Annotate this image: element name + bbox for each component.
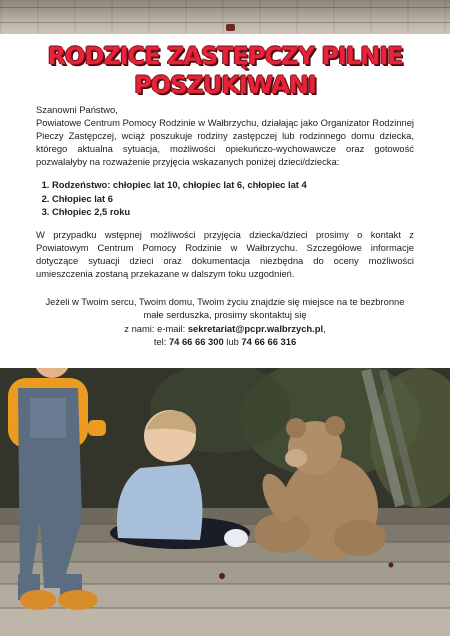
contact-line-2: małe serduszka, prosimy skontaktuj się: [143, 309, 307, 321]
plank-seam: [0, 22, 450, 23]
salutation: Szanowni Państwo,: [36, 104, 118, 115]
list-item: 3. Chłopiec 2,5 roku: [52, 205, 414, 218]
email-prefix: z nami: e-mail:: [124, 322, 188, 334]
title-line-2: POSZUKIWANI: [134, 71, 316, 99]
top-wood-strip: [0, 0, 450, 34]
email-suffix: ,: [323, 322, 326, 334]
followup-paragraph: W przypadku wstępnej możliwości przyjęcia dziecka/dzieci prosimy o kontakt z Powiatowym Centrum Pomocy Rodzinie w Wałbrzychu. Szczegółowe informacje dotyczące sytuacji dzieci oraz dokumentacja niezbędna do oceny możliwości umieszczenia zostaną przekazane w dalszym toku uzgodnień.: [36, 228, 414, 280]
contact-email-line: [36, 322, 414, 335]
tel-prefix: tel:: [153, 336, 169, 348]
children-list: [36, 178, 414, 217]
children-photo: [0, 368, 450, 636]
phone-number-2[interactable]: 74 66 66 316: [241, 336, 297, 348]
contact-phone-line: [36, 335, 414, 348]
title-line-1: RODZICE ZASTĘPCZY PILNIE: [47, 42, 403, 70]
contact-line-1: Jeżeli w Twoim sercu, Twoim domu, Twoim życiu znajdzie się miejsce na te bezbronne: [45, 296, 405, 307]
intro-paragraph: Powiatowe Centrum Pomocy Rodzinie w Wałbrzychu, działając jako Organizator Rodzinnej Pieczy Zastępczej, wciąż poszukuje rodziny zastępczej lub rodzinnego domu dziecka, którego aktualna sytuacja, możliwości opiekuńczo-wychowawcze oraz gotowość pozwalałyby na rozważenie przyjęcia wskazanych poniżej dzieci/dziecka:: [36, 117, 414, 168]
contact-block: [36, 295, 414, 349]
plank-seam: [0, 7, 450, 8]
photo-illustration: [0, 368, 450, 636]
tel-join: lub: [223, 336, 242, 348]
nail: [226, 24, 235, 31]
list-item: 1. Rodzeństwo: chłopiec lat 10, chłopiec lat 6, chłopiec lat 4: [52, 178, 414, 191]
phone-number-1[interactable]: 74 66 66 300: [168, 336, 224, 348]
letter-body: [36, 103, 414, 280]
email-link[interactable]: sekretariat@pcpr.walbrzych.pl: [187, 322, 324, 334]
poster-title: [0, 42, 450, 100]
list-item: 2. Chłopiec lat 6: [52, 192, 414, 205]
